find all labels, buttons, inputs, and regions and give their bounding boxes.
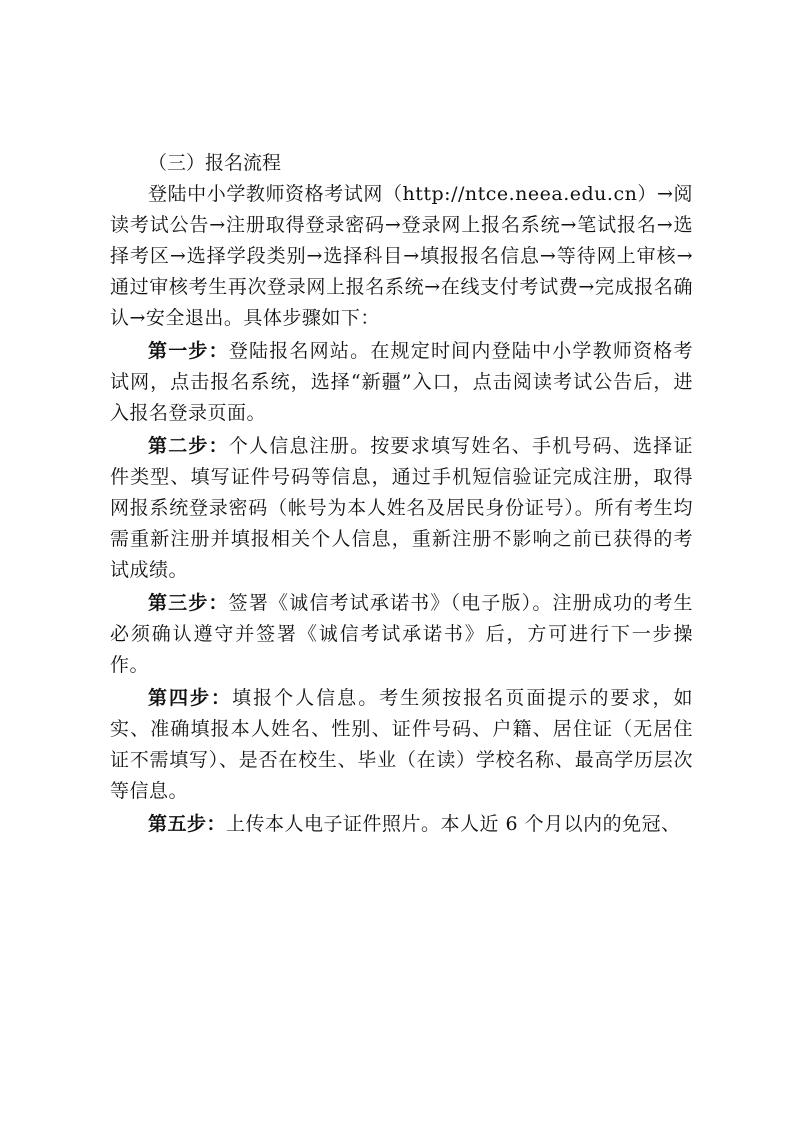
step-3-label: 第三步： (148, 592, 229, 614)
step-5-text: 上传本人电子证件照片。本人近 6 个月以内的免冠、 (226, 813, 681, 835)
step-5-paragraph (110, 809, 693, 840)
step-5-label: 第五步： (148, 813, 227, 835)
step-2-label: 第二步： (148, 435, 229, 457)
intro-paragraph: 登陆中小学教师资格考试网（http://ntce.neea.edu.cn）→阅读考试公告→注册取得登录密码→登录网上报名系统→笔试报名→选择考区→选择学段类别→选择科目→填报报名信息→等待网上审核→通过审核考生再次登录网上报名系统→在线支付考试费→完成报名确认→安全退出。具体步骤如下： (110, 183, 693, 329)
step-4-label: 第四步： (148, 687, 233, 709)
document-body (110, 148, 693, 840)
step-3-text: 签署《诚信考试承诺书》（电子版）。注册成功的考生必须确认遵守并签署《诚信考试承诺书》后，方可进行下一步操作。 (110, 592, 693, 676)
step-1-text: 登陆报名网站。在规定时间内登陆中小学教师资格考试网，点击报名系统，选择“新疆”入口，点击阅读考试公告后，进入报名登录页面。 (110, 340, 693, 424)
step-4-paragraph (110, 683, 693, 807)
step-2-paragraph (110, 431, 693, 586)
section-title: （三）报名流程 (148, 152, 282, 174)
step-3-paragraph (110, 588, 693, 681)
step-4-text: 填报个人信息。考生须按报名页面提示的要求，如实、准确填报本人姓名、性别、证件号码、户籍、居住证（无居住证不需填写）、是否在校生、毕业（在读）学校名称、最高学历层次等信息。 (110, 687, 693, 802)
step-1-paragraph (110, 336, 693, 429)
step-1-label: 第一步： (148, 340, 229, 362)
step-2-text: 个人信息注册。按要求填写姓名、手机号码、选择证件类型、填写证件号码等信息，通过手机短信验证完成注册，取得网报系统登录密码（帐号为本人姓名及居民身份证号）。所有考生均需重新注册并填报相关个人信息，重新注册不影响之前已获得的考试成绩。 (110, 435, 693, 581)
